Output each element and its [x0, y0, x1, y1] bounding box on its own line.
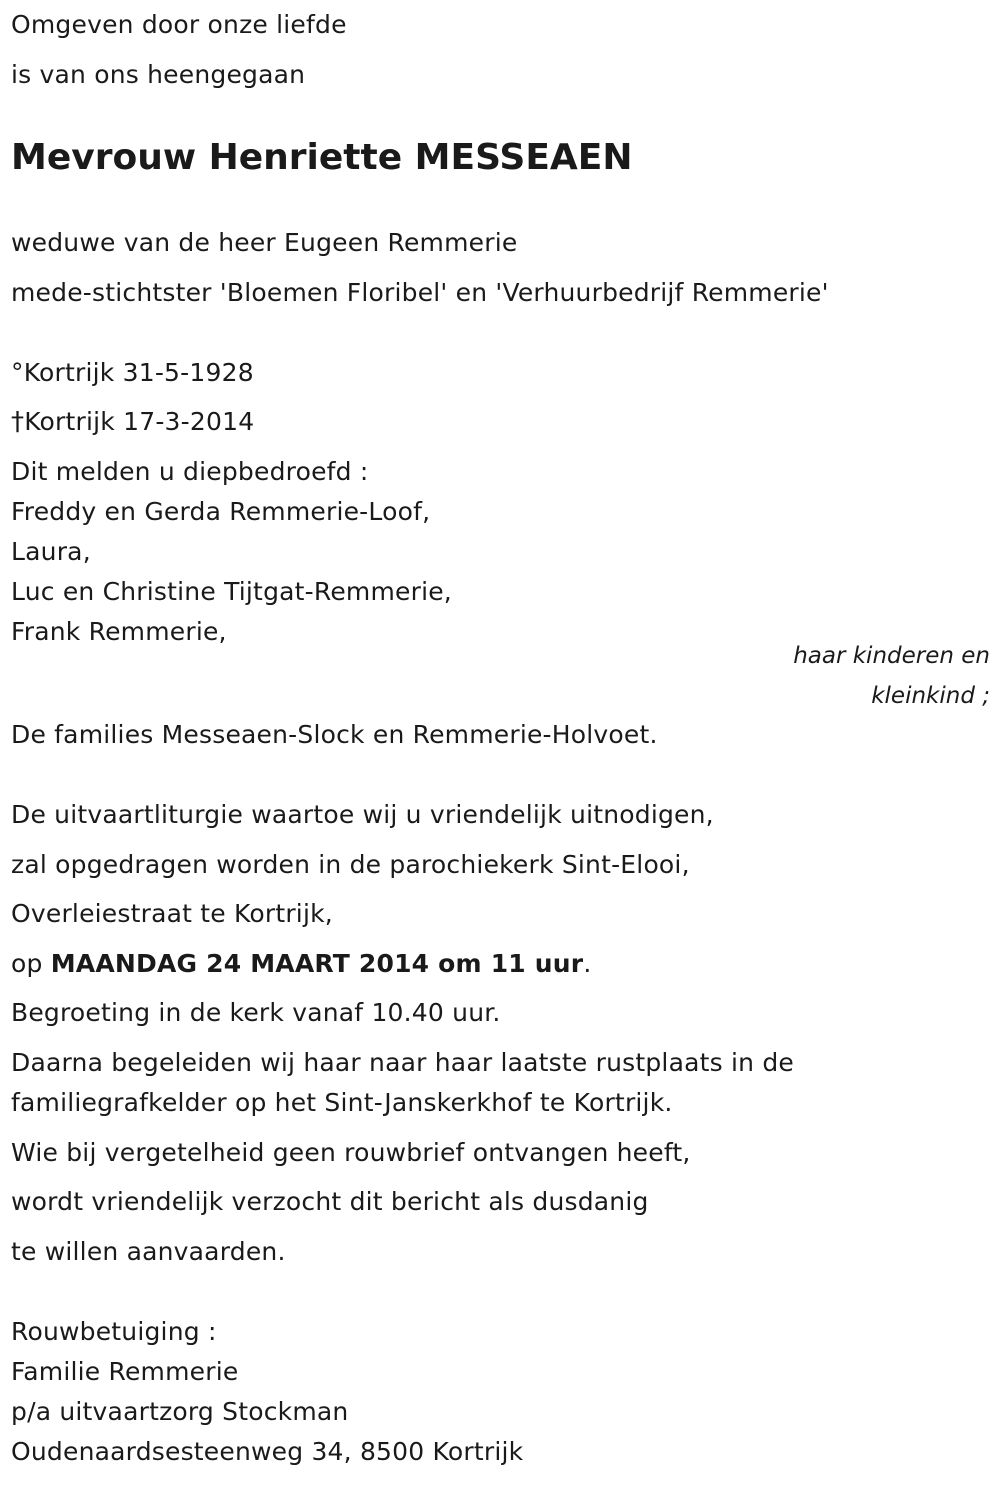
family-caption-line-2: kleinkind ; [871, 683, 990, 709]
ceremony-date-line [11, 949, 591, 979]
ceremony-line-1: De uitvaartliturgie waartoe wij u vriendelijk uitnodigen, [11, 800, 714, 829]
ceremony-line-3: Overleiestraat te Kortrijk, [11, 899, 333, 928]
condolences-name: Familie Remmerie [11, 1357, 239, 1386]
birth-text: Kortrijk 31-5-1928 [23, 358, 254, 387]
burial-line-1: Daarna begeleiden wij haar naar haar laatste rustplaats in de [11, 1048, 794, 1077]
notice-line-2: wordt vriendelijk verzocht dit bericht als dusdanig [11, 1187, 649, 1216]
ceremony-date: MAANDAG 24 MAART 2014 om 11 uur [50, 949, 584, 978]
notice-line-1: Wie bij vergetelheid geen rouwbrief ontvangen heeft, [11, 1138, 691, 1167]
family-member: Freddy en Gerda Remmerie-Loof, [11, 497, 431, 526]
condolences-care-of: p/a uitvaartzorg Stockman [11, 1397, 349, 1426]
family-intro: Dit melden u diepbedroefd : [11, 457, 369, 486]
death-line [11, 407, 254, 437]
date-prefix: op [11, 949, 51, 978]
birth-line [11, 358, 254, 388]
burial-line-2: familiegrafkelder op het Sint-Janskerkhof te Kortrijk. [11, 1088, 673, 1117]
family-caption-line-1: haar kinderen en [793, 643, 990, 669]
intro-line-1: Omgeven door onze liefde [11, 10, 347, 39]
occupation-line: mede-stichtster 'Bloemen Floribel' en 'Verhuurbedrijf Remmerie' [11, 278, 829, 307]
condolences-address: Oudenaardsesteenweg 34, 8500 Kortrijk [11, 1437, 524, 1466]
intro-line-2: is van ons heengegaan [11, 60, 306, 89]
greeting-line: Begroeting in de kerk vanaf 10.40 uur. [11, 998, 501, 1027]
condolences-heading: Rouwbetuiging : [11, 1317, 217, 1346]
notice-line-3: te willen aanvaarden. [11, 1237, 286, 1266]
deceased-name: Mevrouw Henriette MESSEAEN [11, 137, 633, 178]
family-member: Frank Remmerie, [11, 617, 227, 646]
death-text: Kortrijk 17-3-2014 [24, 407, 255, 436]
family-member: Luc en Christine Tijtgat-Remmerie, [11, 577, 452, 606]
ceremony-line-2: zal opgedragen worden in de parochiekerk Sint-Elooi, [11, 850, 690, 879]
birth-symbol: ° [11, 358, 24, 387]
relation-line: weduwe van de heer Eugeen Remmerie [11, 228, 518, 257]
families-line: De families Messeaen-Slock en Remmerie-Holvoet. [11, 720, 658, 749]
cross-icon: † [11, 407, 25, 437]
date-suffix: . [583, 949, 592, 978]
family-member: Laura, [11, 537, 91, 566]
